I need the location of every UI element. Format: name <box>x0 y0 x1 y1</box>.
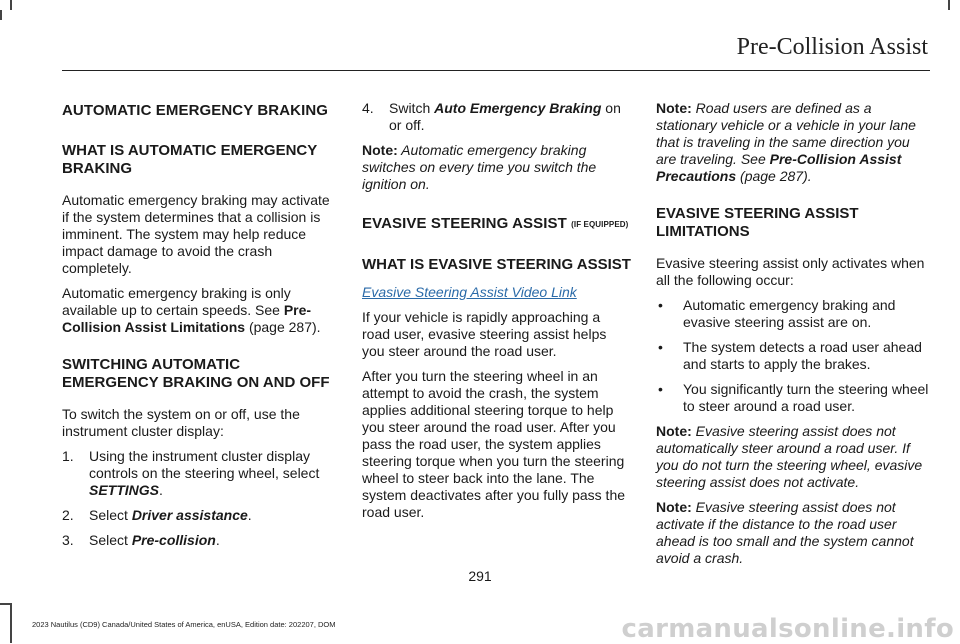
note-text: Road users are defined as a stationary vehicle or a vehicle in your lane that is traveling in the same direction you are traveling. See <box>656 100 916 167</box>
menu-setting-name: SETTINGS <box>89 482 160 498</box>
bullet-text: Automatic emergency braking and evasive steering assist are on. <box>683 297 896 330</box>
page-reference: (page 287). <box>245 319 321 335</box>
step-end: . <box>215 532 220 548</box>
list-item <box>656 339 930 373</box>
crop-mark <box>948 0 950 10</box>
step-number: 2. <box>62 507 74 523</box>
note-text: Evasive steering assist does not automatically steer around a road user. If you do not turn the steering wheel, evasive steering assist does not activate. <box>656 423 923 490</box>
bullet-icon: • <box>658 297 663 313</box>
limitations-intro: Evasive steering assist only activates when all the following occur: <box>656 255 925 288</box>
esa-title-text: EVASIVE STEERING ASSIST <box>362 215 567 232</box>
step-number: 3. <box>62 532 74 548</box>
note-distance <box>656 499 930 567</box>
crop-mark <box>10 603 12 643</box>
watermark-logo: carmanualsonline.info <box>621 614 954 644</box>
note-text: Evasive steering assist does not activate if the distance to the road user ahead is too small and the system cannot avoid a crash. <box>656 499 914 566</box>
page-title: Pre-Collision Assist <box>736 34 928 60</box>
crop-mark <box>10 0 12 10</box>
aeb-speed-text: Automatic emergency braking is only available up to certain speeds. See <box>62 285 291 318</box>
note-label: Note: <box>656 499 692 515</box>
bullet-icon: • <box>658 339 663 355</box>
heading-switching-aeb: SWITCHING AUTOMATIC EMERGENCY BRAKING ON AND OFF <box>62 356 330 391</box>
page-number: 291 <box>468 568 492 584</box>
list-item <box>62 448 338 499</box>
heading-what-is-esa: WHAT IS EVASIVE STEERING ASSIST <box>362 256 631 273</box>
esa-operation: After you turn the steering wheel in an attempt to avoid the crash, the system applies additional steering torque to help you steer around the road user. After you pass the road user, the system applies steering torque when you turn the steering wheel to steer back into the lane. The system deactivates after you fully pass the road user. <box>362 368 626 520</box>
edition-footer: 2023 Nautilus (CD9) Canada/United States of America, enUSA, Edition date: 202207, DOM <box>32 620 336 629</box>
heading-esa-limitations: EVASIVE STEERING ASSIST LIMITATIONS <box>656 205 859 240</box>
note-label: Note: <box>656 100 692 116</box>
section-title-esa <box>362 215 632 234</box>
step-text: Select <box>89 532 132 548</box>
aeb-description: Automatic emergency braking may activate if the system determines that a collision is imminent. The system may help reduce impact damage to avoid the crash completely. <box>62 192 330 276</box>
heading-what-is-aeb: WHAT IS AUTOMATIC EMERGENCY BRAKING <box>62 142 317 177</box>
section-title-aeb: AUTOMATIC EMERGENCY BRAKING <box>62 102 329 119</box>
step-end: on or off. <box>389 100 621 133</box>
crop-mark <box>0 603 12 605</box>
note-road-users <box>656 100 930 185</box>
list-item <box>62 507 338 524</box>
step-text: Using the instrument cluster display controls on the steering wheel, select <box>89 448 320 481</box>
note-no-auto-steer <box>656 423 930 491</box>
step-end: . <box>247 507 252 523</box>
step-number: 4. <box>362 100 374 116</box>
list-item <box>362 100 632 134</box>
list-item <box>656 297 930 331</box>
switching-intro: To switch the system on or off, use the instrument cluster display: <box>62 406 300 439</box>
header-divider <box>62 70 930 71</box>
column-right <box>656 96 930 575</box>
video-link-row <box>362 284 632 301</box>
column-middle <box>362 96 632 529</box>
aeb-speed-note <box>62 285 338 336</box>
step-text: Select <box>89 507 132 523</box>
limitations-cross-reference[interactable]: Pre-Collision Assist Limitations <box>62 302 312 335</box>
esa-description: If your vehicle is rapidly approaching a road user, evasive steering assist helps you steer around the road user. <box>362 309 607 359</box>
note-label: Note: <box>656 423 692 439</box>
menu-setting-name: Driver assistance <box>131 507 248 523</box>
menu-setting-name: Pre-collision <box>131 532 216 548</box>
note-label: Note: <box>362 142 398 158</box>
column-left <box>62 96 338 557</box>
step-text: Switch <box>389 100 435 116</box>
note-aeb-ignition <box>362 142 632 193</box>
video-link[interactable]: Evasive Steering Assist Video Link <box>362 284 577 300</box>
bullet-icon: • <box>658 381 663 397</box>
menu-setting-name: Auto Emergency Braking <box>434 100 602 116</box>
bullet-text: The system detects a road user ahead and starts to apply the brakes. <box>683 339 922 372</box>
page-reference: (page 287). <box>736 168 812 184</box>
list-item <box>656 381 930 415</box>
list-item <box>62 532 338 549</box>
step-number: 1. <box>62 448 74 464</box>
crop-mark <box>0 10 2 20</box>
bullet-text: You significantly turn the steering wheel to steer around a road user. <box>683 381 929 414</box>
step-end: . <box>159 482 163 498</box>
note-text: Automatic emergency braking switches on every time you switch the ignition on. <box>362 142 597 192</box>
if-equipped-label: (IF EQUIPPED) <box>571 220 629 229</box>
precautions-cross-reference[interactable]: Pre-Collision Assist Precautions <box>656 151 902 184</box>
